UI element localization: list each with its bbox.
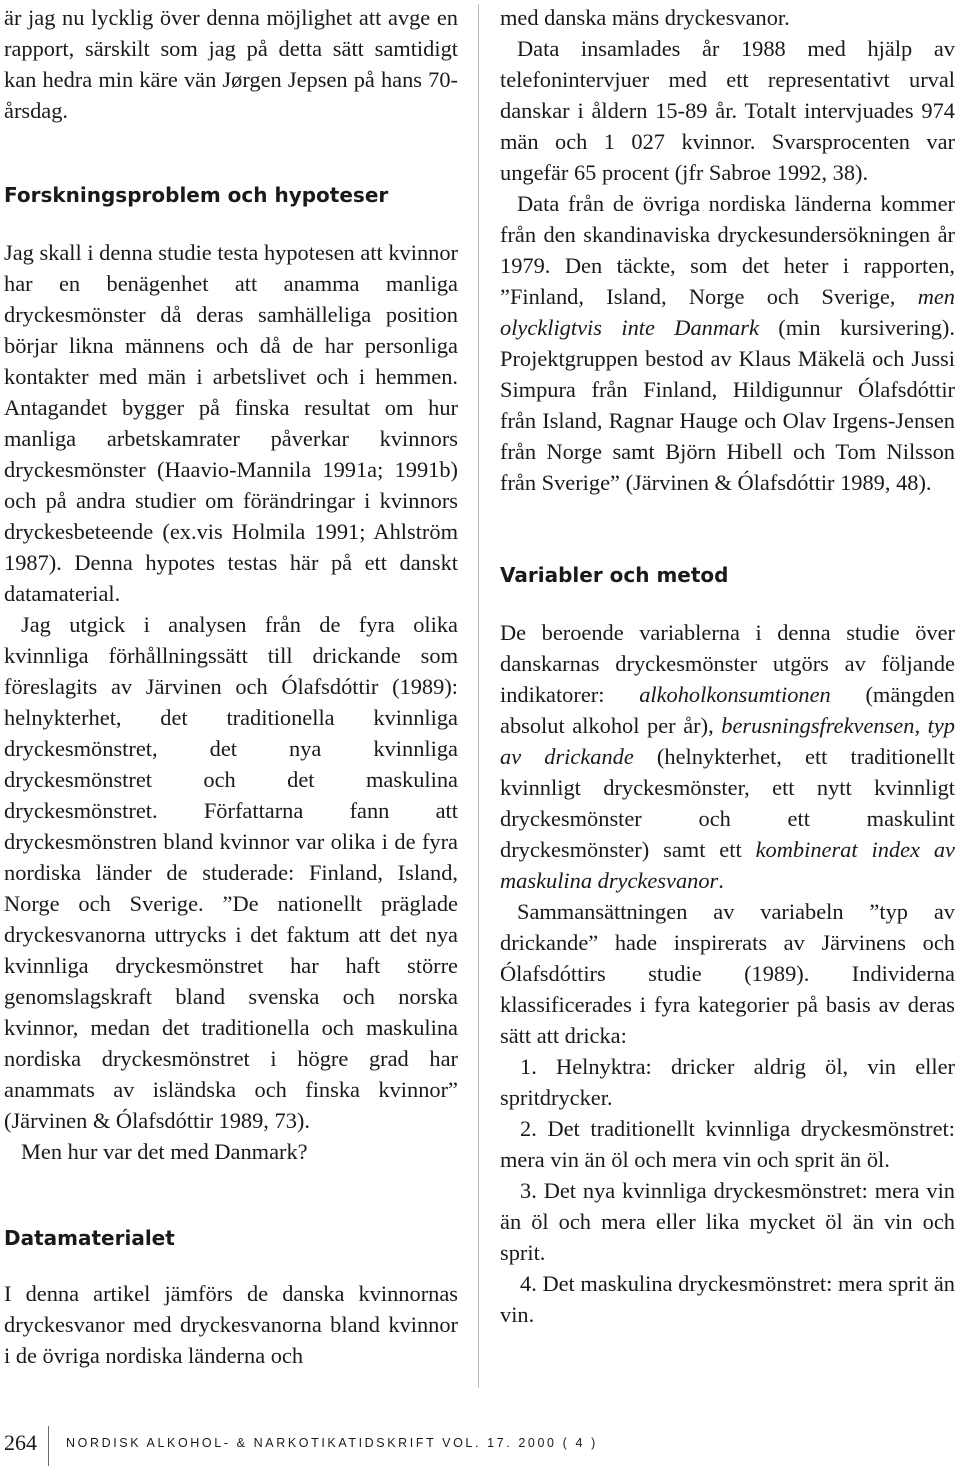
list-item: 3. Det nya kvinnliga dryckesmönstret: mera vin än öl och mera eller lika mycket öl än vin och sprit. [500, 1178, 955, 1265]
text-run: (helnykterhet, ett traditionellt kvinnligt dryckesmönster, ett nytt kvinnligt dryckesmönster och ett maskulint dryckesmönster) samt ett [500, 744, 955, 862]
left-column [4, 0, 458, 1371]
text-run: . [718, 868, 724, 893]
italic-text: men olyckligtvis inte Danmark [500, 284, 955, 340]
paragraph: är jag nu lycklig över denna möjlighet att avge en rapport, särskilt som jag på detta sätt samtidigt kan hedra min käre vän Jørgen Jepsen på hans 70-årsdag. [4, 5, 458, 123]
page-number: 264 [4, 1430, 37, 1455]
text-run: De beroende variablerna i denna studie över danskarnas dryckesmönster utgörs av följande indikatorer: [500, 620, 955, 707]
paragraph: Data insamlades år 1988 med hjälp av telefonintervjuer med ett representativt urval danskar i åldern 15-89 år. Totalt intervjuades 974 män och 1 027 kvinnor. Svarsprocenten var ungefär 65 procent (jfr Sabroe 1992, 38). [500, 36, 955, 185]
paragraph: Men hur var det med Danmark? [21, 1139, 308, 1164]
list-item: 2. Det traditionellt kvinnliga dryckesmönstret: mera vin än öl och mera vin och sprit än öl. [500, 1116, 955, 1172]
italic-text: kombinerat index av maskulina dryckesvanor [500, 837, 955, 893]
text-run: Data från de övriga nordiska länderna kommer från den skandinaviska dryckesundersökningen år 1979. Den täckte, som det heter i rapporten, ”Finland, Island, Norge och Sverige, [500, 191, 955, 309]
italic-text: alkoholkonsumtionen [639, 682, 831, 707]
text-run: (min kursivering). Projektgruppen bestod av Klaus Mäkelä och Jussi Simpura från Finland, Hildigunnur Ólafsdóttir från Island, Ragnar Hauge och Olav Irgens-Jensen från Norge samt Björn Hibell och Tom Nilsson från Sverige” (Järvinen & Ólafsdóttir 1989, 48). [500, 315, 955, 495]
paragraph: Sammansättningen av variabeln ”typ av drickande” hade inspirerats av Järvinens och Ólafsdóttirs studie (1989). Individerna klassificerades i fyra kategorier på basis av deras sätt att dricka: [500, 899, 955, 1048]
paragraph: Jag utgick i analysen från de fyra olika kvinnliga förhållningssätt till drickande som föreslagits av Järvinen och Ólafsdóttir (1989): helnykterhet, det traditionella kvinnliga dryckesmönstret, det nya kvinnliga dryckesmönstret och det maskulina dryckesmönstret. Författarna fann att dryckesmönstren bland kvinnor var olika i de fyra nordiska länder de studerade: Finland, Island, Norge och Sverige. ”De nationellt präglade dryckesvanorna uttrycks i det faktum att det nya kvinnliga dryckesmönstret har haft större genomslagskraft bland svenska och norska kvinnor, medan det traditionella och maskulina nordiska dryckesmönstret i högre grad har anammats av isländska och finska kvinnor” (Järvinen & Ólafsdóttir 1989, 73). [4, 612, 458, 1133]
paragraph: Jag skall i denna studie testa hypotesen att kvinnor har en benägenhet att anamma manliga dryckesmönster då deras samhälleliga position börjar likna männens och då de har personliga kontakter med män i arbetslivet och i hemmen. Antagandet bygger på finska resultat om hur manliga arbetskamrater påverkar kvinnors dryckesmönster (Haavio-Mannila 1991a; 1991b) och på andra studier om förändringar i kvinnors dryckesbeteende (ex.vis Holmila 1991; Ahlström 1987). Denna hypotes testas här på ett danskt datamaterial. [4, 240, 458, 606]
section-heading: Variabler och metod [500, 563, 729, 587]
paragraph: med danska mäns dryckesvanor. [500, 5, 790, 30]
paragraph [500, 617, 955, 896]
journal-title: NORDISK ALKOHOL- & NARKOTIKATIDSKRIFT VOL. 17. 2000 ( 4 ) [66, 1436, 598, 1450]
paragraph [500, 188, 955, 498]
section-heading: Datamaterialet [4, 1226, 175, 1250]
footer-divider [48, 1426, 49, 1466]
right-column [500, 0, 955, 1330]
section-heading: Forskningsproblem och hypoteser [4, 183, 389, 207]
list-item: 4. Det maskulina dryckesmönstret: mera sprit än vin. [500, 1271, 955, 1327]
column-divider [478, 4, 479, 1388]
list-item: 1. Helnyktra: dricker aldrig öl, vin eller spritdrycker. [500, 1054, 955, 1110]
text-run: (mängden absolut alkohol per år), [500, 682, 955, 738]
page-footer [4, 1426, 954, 1466]
italic-text: berusningsfrekvensen, typ av drickande [500, 713, 955, 769]
paragraph: I denna artikel jämförs de danska kvinnornas dryckesvanor med dryckesvanorna bland kvinnor i de övriga nordiska länderna och [4, 1281, 458, 1368]
